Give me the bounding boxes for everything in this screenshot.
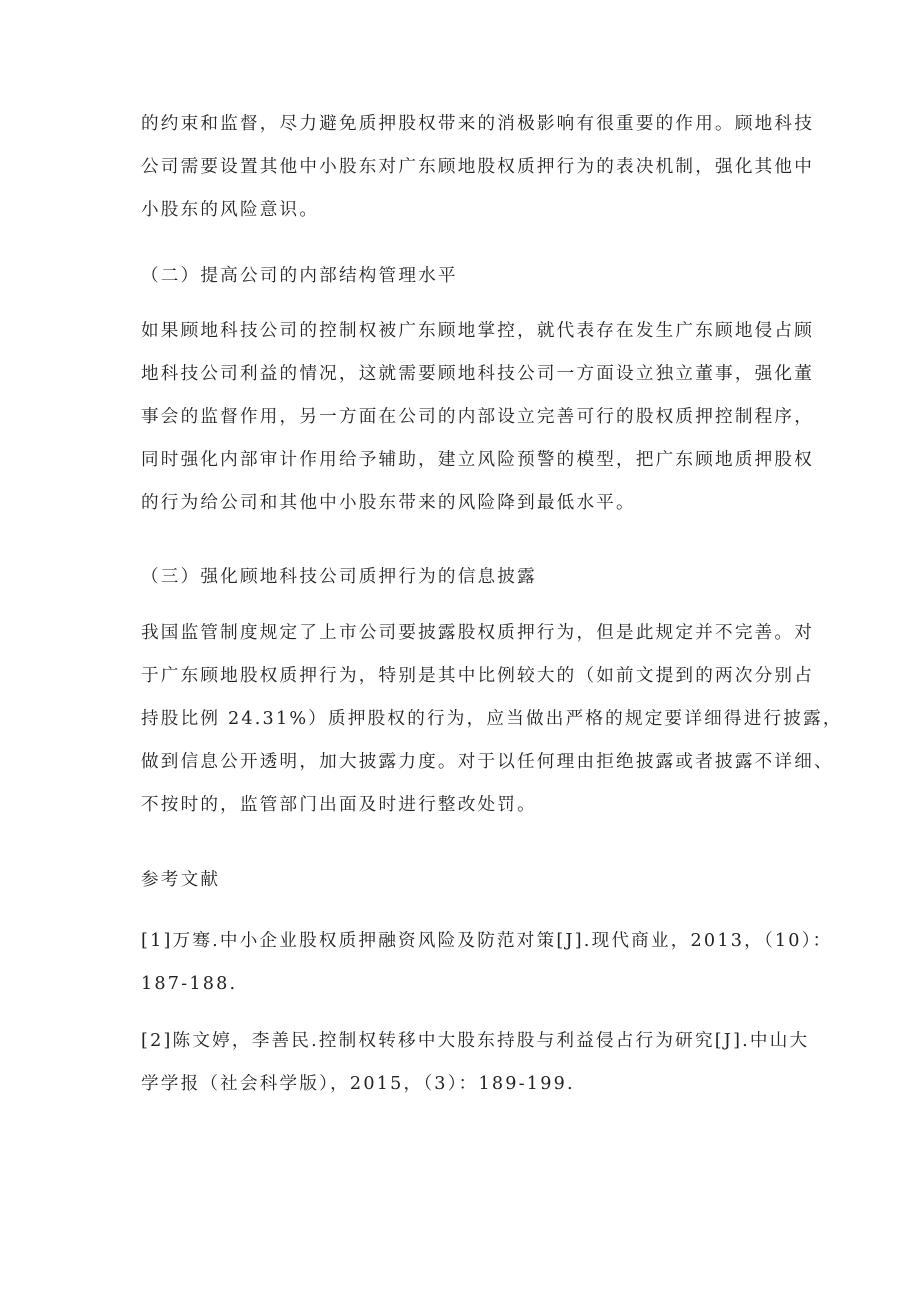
heading-line: （三）强化顾地科技公司质押行为的信息披露 <box>141 567 537 587</box>
text-line: 于广东顾地股权质押行为，特别是其中比例较大的（如前文提到的两次分别占 <box>141 666 814 686</box>
body-paragraph <box>141 310 814 525</box>
text-line: 我国监管制度规定了上市公司要披露股权质押行为，但是此规定并不完善。对 <box>141 623 814 643</box>
text-line: 地科技公司利益的情况，这就需要顾地科技公司一方面设立独立董事，强化董 <box>141 364 814 384</box>
reference-item <box>141 920 833 1006</box>
text-line: 不按时的，监管部门出面及时进行整改处罚。 <box>141 795 537 815</box>
heading-line: 参考文献 <box>141 870 221 890</box>
text-line: [2]陈文婷，李善民.控制权转移中大股东持股与利益侵占行为研究[J].中山大 <box>141 1031 810 1051</box>
text-line: 小股东的风险意识。 <box>141 200 320 220</box>
section-heading <box>141 255 781 298</box>
text-line: 的行为给公司和其他中小股东带来的风险降到最低水平。 <box>141 493 636 513</box>
text-line: 持股比例 24.31%）质押股权的行为，应当做出严格的规定要详细得进行披露， <box>141 709 843 729</box>
text-line: 的约束和监督，尽力避免质押股权带来的消极影响有很重要的作用。顾地科技 <box>141 114 814 134</box>
text-line: 学学报（社会科学版），2015，（3）：189-199. <box>141 1074 575 1094</box>
body-paragraph <box>141 612 843 827</box>
body-paragraph <box>141 103 814 232</box>
text-line: [1]万骞.中小企业股权质押融资风险及防范对策[J].现代商业，2013，（10）： <box>141 931 833 951</box>
text-line: 做到信息公开透明，加大披露力度。对于以任何理由拒绝披露或者披露不详细、 <box>141 752 834 772</box>
text-line: 187-188. <box>141 974 238 994</box>
reference-item <box>141 1020 810 1106</box>
text-line: 公司需要设置其他中小股东对广东顾地股权质押行为的表决机制，强化其他中 <box>141 157 814 177</box>
heading-line: （二）提高公司的内部结构管理水平 <box>141 266 458 286</box>
text-line: 如果顾地科技公司的控制权被广东顾地掌控，就代表存在发生广东顾地侵占顾 <box>141 321 814 341</box>
text-line: 同时强化内部审计作用给予辅助，建立风险预警的模型，把广东顾地质押股权 <box>141 450 814 470</box>
text-line: 事会的监督作用，另一方面在公司的内部设立完善可行的股权质押控制程序， <box>141 407 814 427</box>
section-heading <box>141 556 781 599</box>
references-heading <box>141 859 781 902</box>
